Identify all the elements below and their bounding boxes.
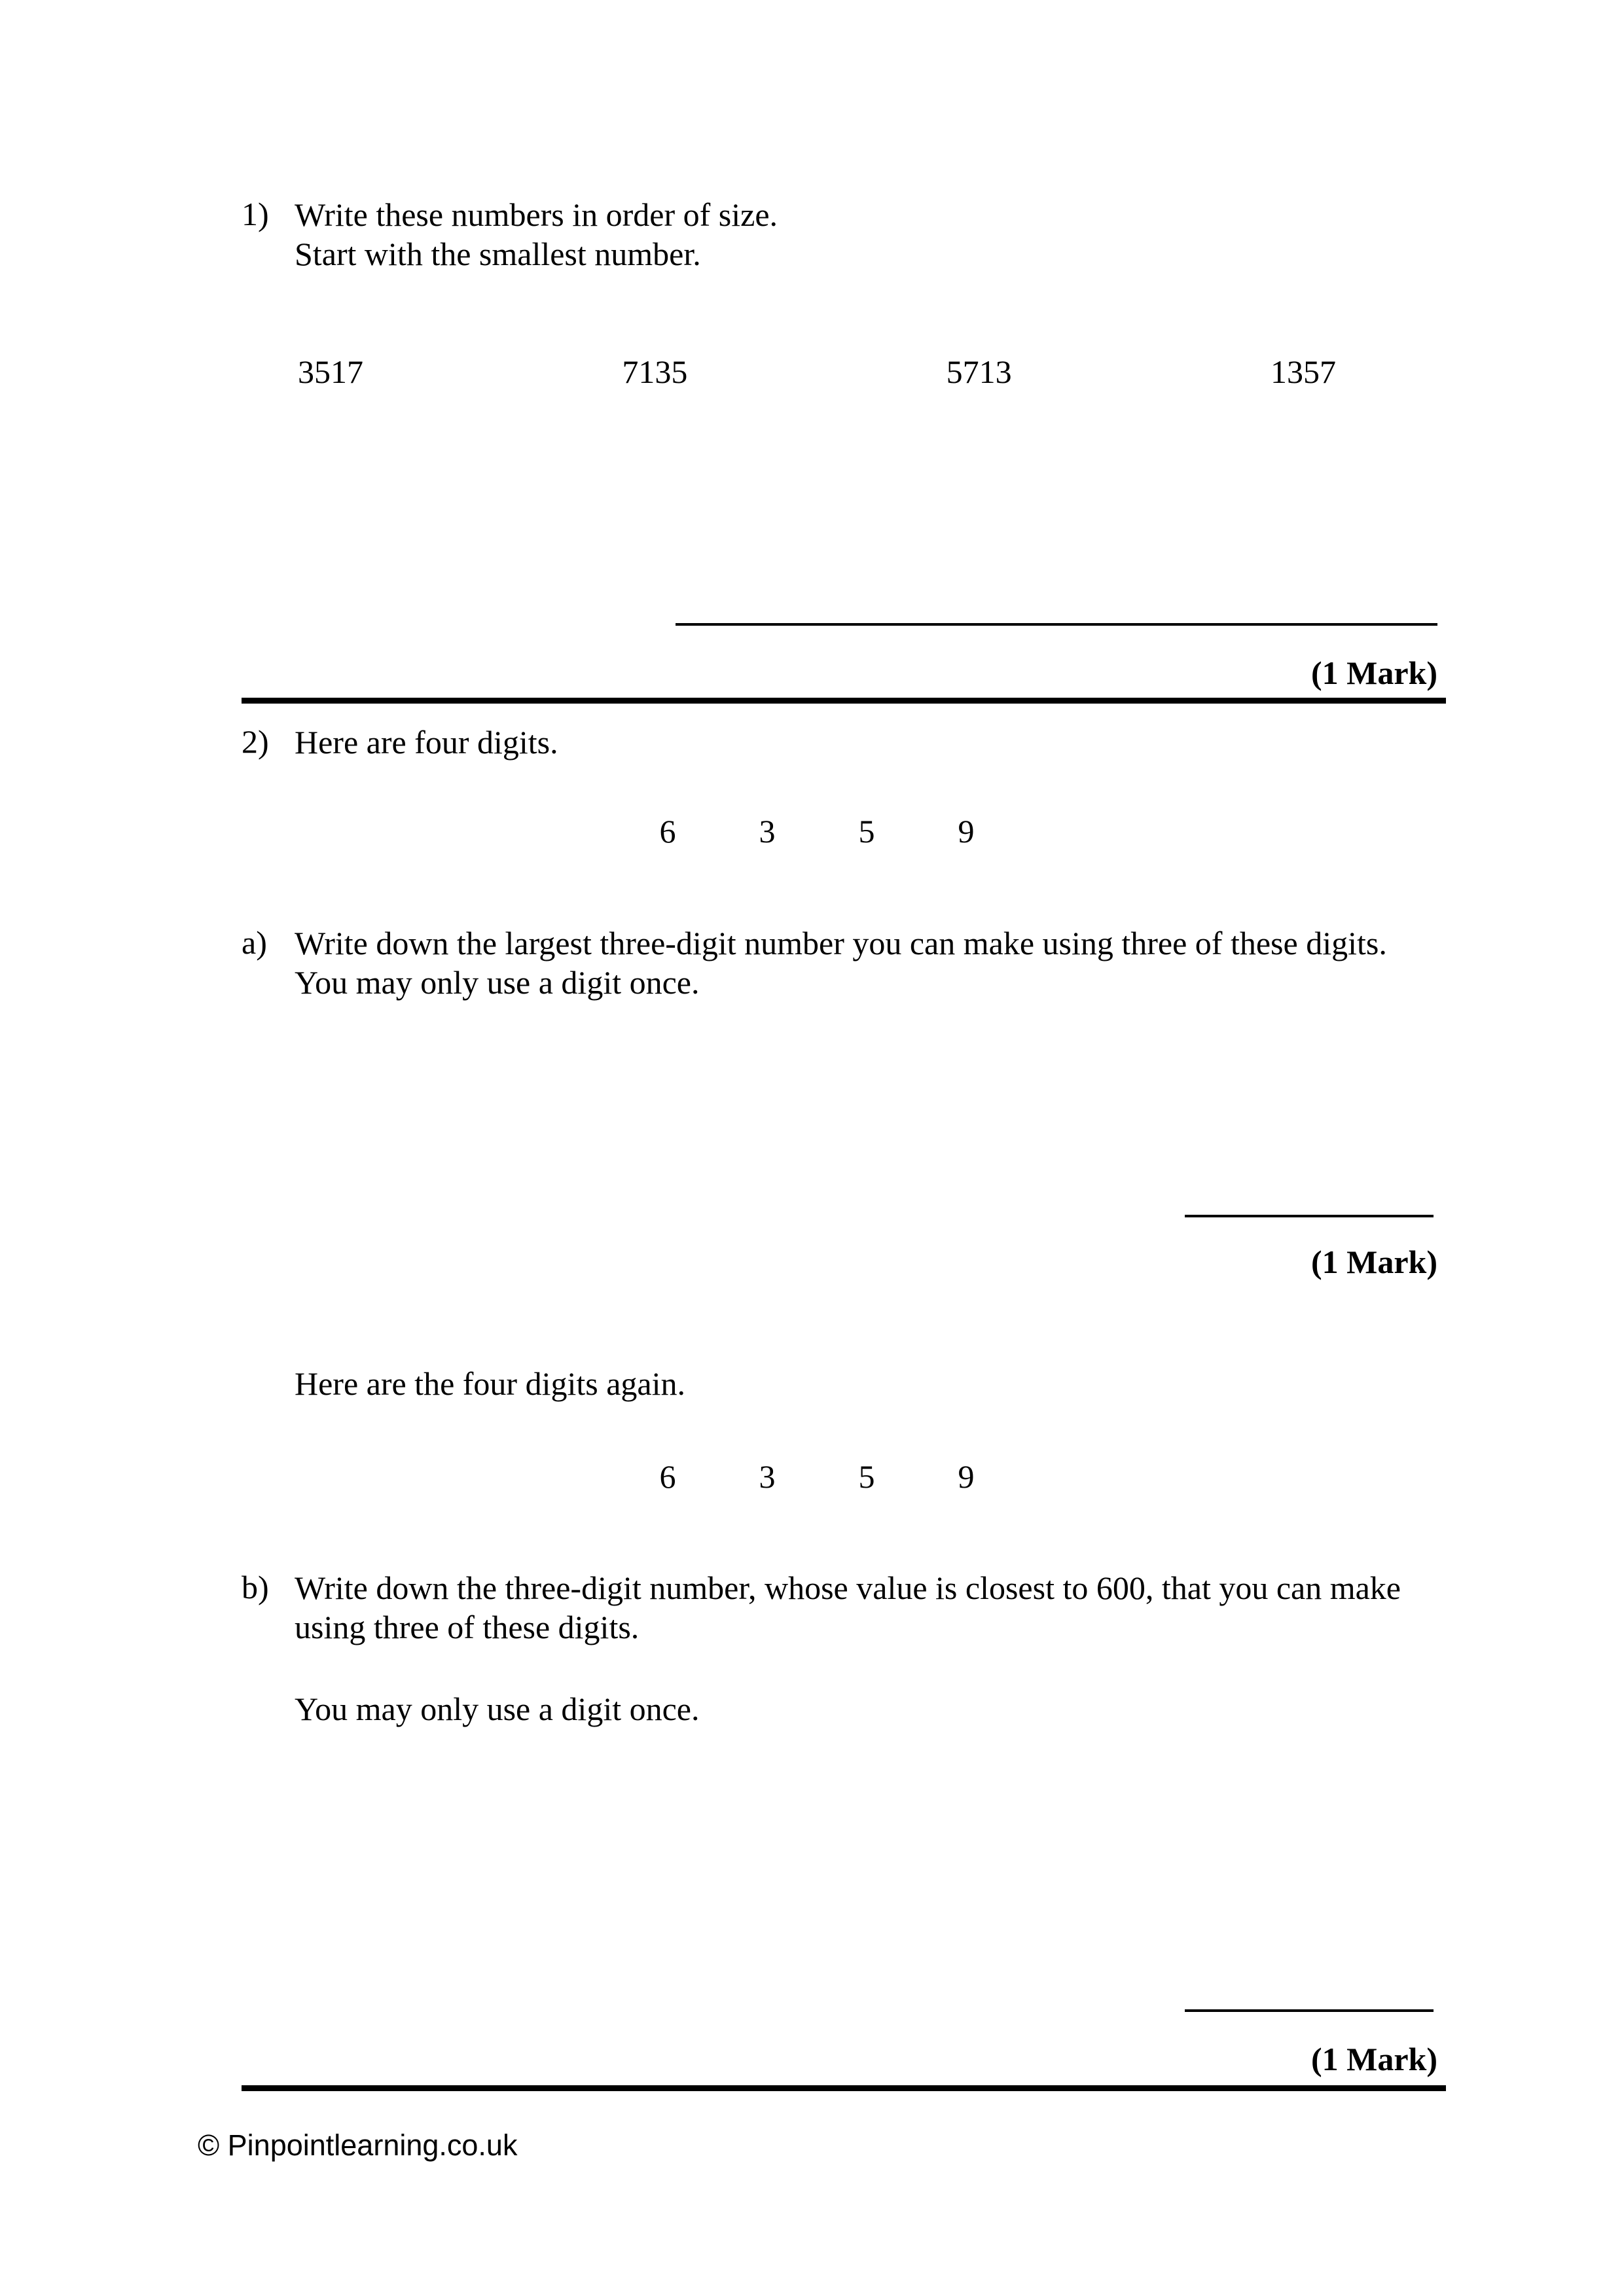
number-value: 7135 — [622, 353, 688, 390]
question-2b-answer-line — [1185, 2009, 1434, 2012]
number-value: 1357 — [1270, 353, 1336, 390]
question-1-answer-line — [676, 623, 1437, 626]
question-2b-note — [295, 1689, 699, 1729]
question-1-prompt-line1: Write these numbers in order of size. — [295, 196, 778, 233]
digit-value: 6 — [659, 813, 676, 850]
question-2b-label: b) — [242, 1569, 269, 1605]
question-2-intro-line: Here are four digits. — [295, 724, 558, 761]
question-2b-mark-label: (1 Mark) — [1311, 2041, 1437, 2077]
question-1-label: 1) — [242, 196, 269, 232]
number-value: 3517 — [298, 353, 363, 390]
question-2-digits-again-line: Here are the four digits again. — [295, 1365, 685, 1402]
question-1-mark-label: (1 Mark) — [1311, 655, 1437, 691]
question-1-number-list — [298, 353, 1336, 391]
section-divider-rule — [242, 698, 1446, 704]
question-2-digits-again-intro — [295, 1364, 685, 1403]
question-2-digit-list — [657, 812, 977, 850]
question-2-label: 2) — [242, 723, 269, 760]
question-1-prompt-line2: Start with the smallest number. — [295, 236, 701, 272]
question-2b-prompt-line1: Write down the three-digit number, whose value is closest to 600, that you can make — [295, 1570, 1401, 1606]
digit-value: 5 — [858, 813, 875, 850]
copyright-footer: © Pinpointlearning.co.uk — [198, 2128, 518, 2162]
question-2-digit-list-again — [657, 1458, 977, 1496]
question-2a-prompt-line2: You may only use a digit once. — [295, 964, 700, 1001]
question-2a-label: a) — [242, 924, 267, 961]
digit-value: 9 — [958, 813, 975, 850]
question-2b-prompt-line2: using three of these digits. — [295, 1609, 640, 1645]
question-2b-prompt — [295, 1568, 1401, 1647]
question-2b-note-line: You may only use a digit once. — [295, 1691, 700, 1727]
number-value: 5713 — [946, 353, 1012, 390]
question-2-intro — [295, 723, 558, 762]
question-1-prompt — [295, 195, 778, 274]
digit-value: 5 — [858, 1458, 875, 1495]
question-2a-prompt — [295, 924, 1387, 1002]
digit-value: 3 — [759, 1458, 776, 1495]
digit-value: 9 — [958, 1458, 975, 1495]
digit-value: 3 — [759, 813, 776, 850]
digit-value: 6 — [659, 1458, 676, 1495]
section-divider-rule — [242, 2085, 1446, 2091]
question-2a-answer-line — [1185, 1215, 1434, 1217]
question-2a-prompt-line1: Write down the largest three-digit number you can make using three of these digits. — [295, 925, 1387, 961]
question-2a-mark-label: (1 Mark) — [1311, 1244, 1437, 1280]
